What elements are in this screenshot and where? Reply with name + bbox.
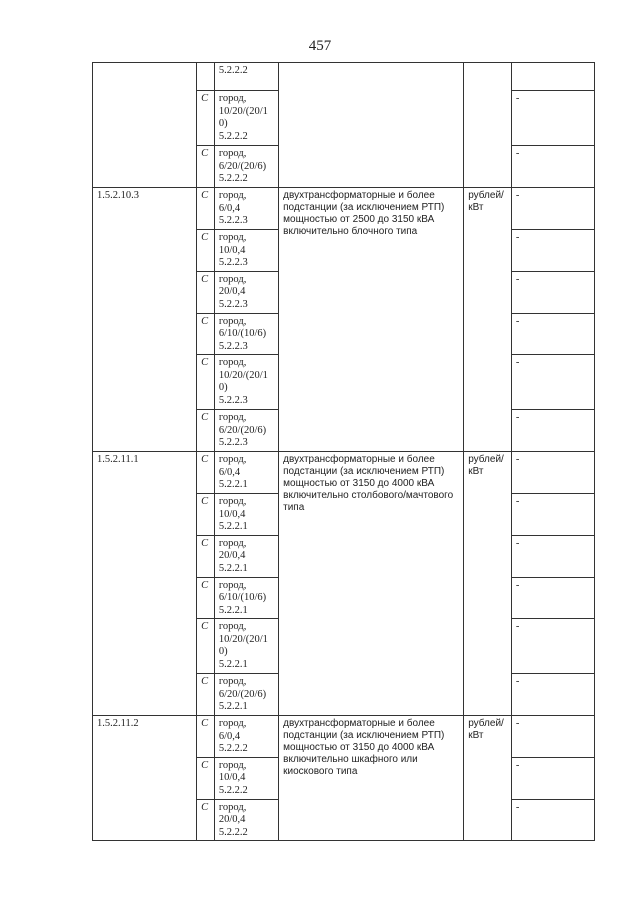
category-letter: С <box>197 757 215 799</box>
value-cell: - <box>511 355 594 410</box>
item-code: 1.5.2.11.1 <box>93 452 197 716</box>
item-code <box>93 63 197 188</box>
value-cell: - <box>511 452 594 494</box>
value-cell: - <box>511 799 594 841</box>
value-cell: - <box>511 313 594 355</box>
value-cell: - <box>511 410 594 452</box>
value-cell: - <box>511 716 594 758</box>
category-letter: С <box>197 535 215 577</box>
item-code: 1.5.2.11.2 <box>93 716 197 841</box>
category-letter: С <box>197 799 215 841</box>
category-letter: С <box>197 146 215 188</box>
value-cell: - <box>511 619 594 674</box>
condition-cell: город, 6/0,4 5.2.2.1 <box>214 452 278 494</box>
category-letter: С <box>197 494 215 536</box>
description-cell: двухтрансформаторные и более подстанции (за исключением РТП) мощностью от 3150 до 4000 кВА включительно столбового/мачтового типа <box>279 452 464 716</box>
table-row <box>93 716 595 758</box>
table-row <box>93 188 595 230</box>
category-letter: С <box>197 716 215 758</box>
value-cell: - <box>511 577 594 619</box>
condition-cell: город, 10/0,4 5.2.2.3 <box>214 230 278 272</box>
tariff-table-body <box>93 63 595 841</box>
condition-cell: город, 10/20/(20/1 0) 5.2.2.1 <box>214 619 278 674</box>
condition-cell: город, 6/20/(20/6) 5.2.2.3 <box>214 410 278 452</box>
value-cell: - <box>511 494 594 536</box>
unit-cell: рублей/ кВт <box>464 716 512 841</box>
condition-cell: город, 10/0,4 5.2.2.1 <box>214 494 278 536</box>
condition-cell: город, 6/0,4 5.2.2.3 <box>214 188 278 230</box>
value-cell: - <box>511 674 594 716</box>
value-cell: - <box>511 271 594 313</box>
category-letter: С <box>197 188 215 230</box>
condition-cell: город, 6/10/(10/6) 5.2.2.1 <box>214 577 278 619</box>
category-letter: С <box>197 271 215 313</box>
category-letter: С <box>197 619 215 674</box>
condition-cell: город, 20/0,4 5.2.2.3 <box>214 271 278 313</box>
value-cell: - <box>511 146 594 188</box>
condition-cell: город, 6/0,4 5.2.2.2 <box>214 716 278 758</box>
condition-cell: город, 20/0,4 5.2.2.1 <box>214 535 278 577</box>
value-cell: - <box>511 757 594 799</box>
category-letter: С <box>197 410 215 452</box>
value-cell: - <box>511 535 594 577</box>
category-letter: С <box>197 230 215 272</box>
value-cell: - <box>511 91 594 146</box>
item-code: 1.5.2.10.3 <box>93 188 197 452</box>
condition-cell: город, 6/10/(10/6) 5.2.2.3 <box>214 313 278 355</box>
unit-cell <box>464 63 512 188</box>
unit-cell: рублей/ кВт <box>464 452 512 716</box>
value-cell: - <box>511 188 594 230</box>
description-cell: двухтрансформаторные и более подстанции (за исключением РТП) мощностью от 2500 до 3150 кВА включительно блочного типа <box>279 188 464 452</box>
category-letter: С <box>197 674 215 716</box>
category-letter: С <box>197 452 215 494</box>
condition-cell: город, 10/20/(20/1 0) 5.2.2.3 <box>214 355 278 410</box>
table-row <box>93 452 595 494</box>
condition-cell: город, 10/20/(20/1 0) 5.2.2.2 <box>214 91 278 146</box>
condition-cell: 5.2.2.2 <box>214 63 278 91</box>
condition-cell: город, 20/0,4 5.2.2.2 <box>214 799 278 841</box>
table-row <box>93 63 595 91</box>
description-cell: двухтрансформаторные и более подстанции (за исключением РТП) мощностью от 3150 до 4000 кВА включительно шкафного или киоскового типа <box>279 716 464 841</box>
category-letter: С <box>197 577 215 619</box>
description-cell <box>279 63 464 188</box>
category-letter <box>197 63 215 91</box>
page-number: 457 <box>308 38 332 54</box>
tariff-table <box>92 62 595 841</box>
condition-cell: город, 6/20/(20/6) 5.2.2.1 <box>214 674 278 716</box>
condition-cell: город, 10/0,4 5.2.2.2 <box>214 757 278 799</box>
category-letter: С <box>197 91 215 146</box>
category-letter: С <box>197 355 215 410</box>
unit-cell: рублей/ кВт <box>464 188 512 452</box>
value-cell <box>511 63 594 91</box>
category-letter: С <box>197 313 215 355</box>
condition-cell: город, 6/20/(20/6) 5.2.2.2 <box>214 146 278 188</box>
value-cell: - <box>511 230 594 272</box>
